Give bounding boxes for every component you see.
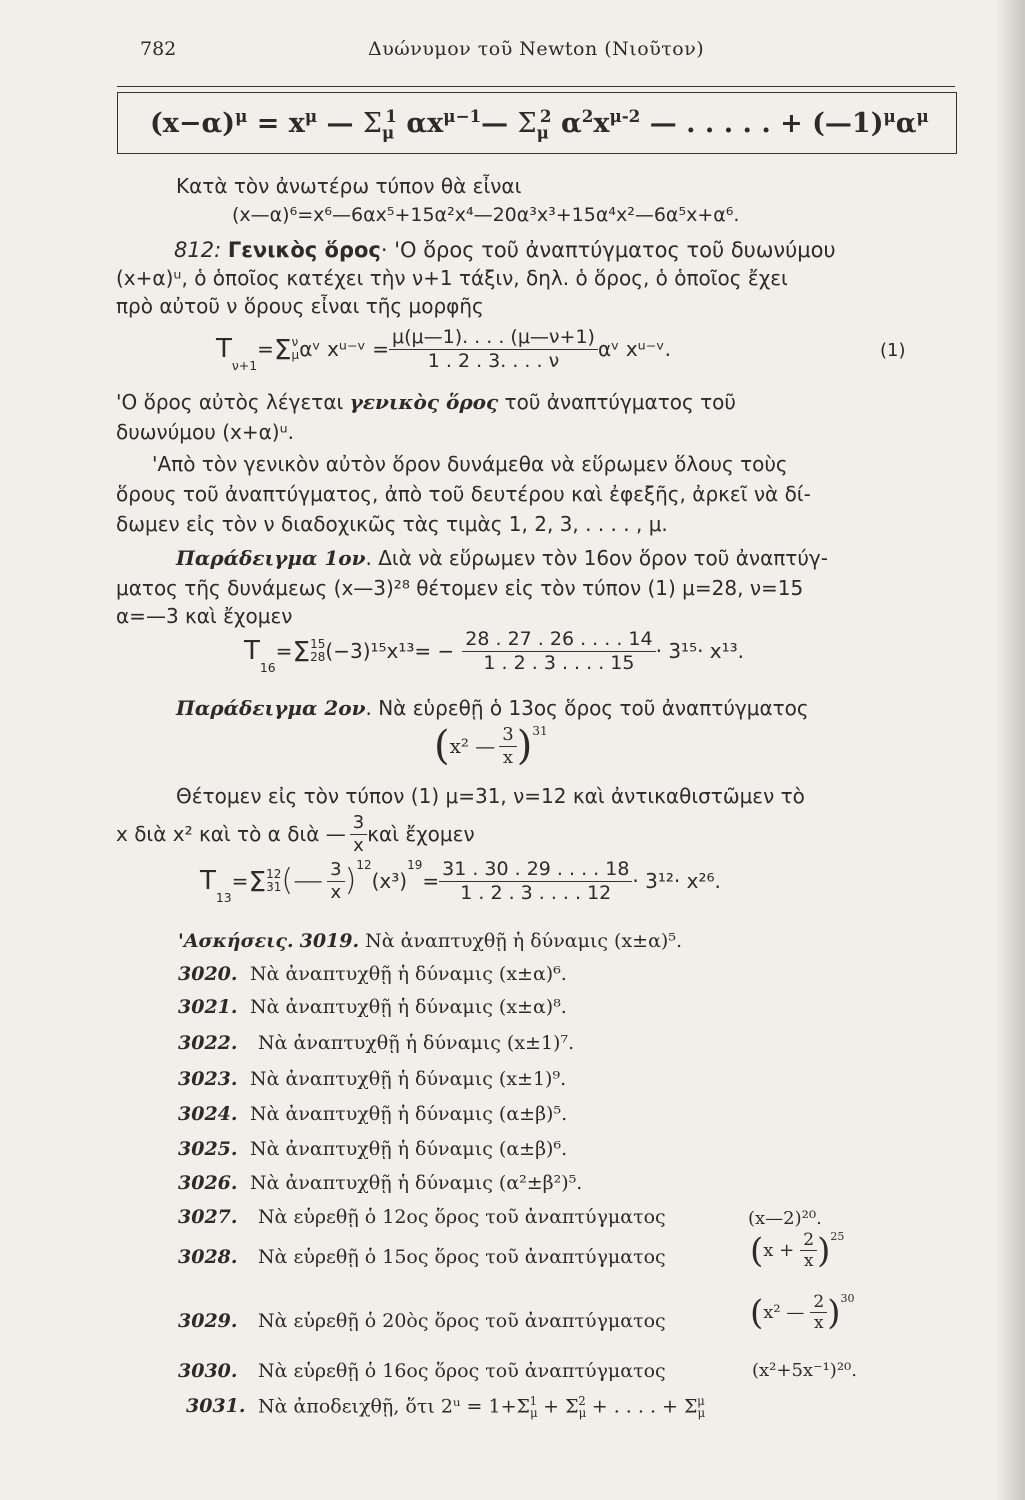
general-term-line1: 'Ο ὅρος αὐτὸς λέγεται γενικὸς ὅρος τοῦ ἀναπτύγματος τοῦ (116, 390, 736, 414)
page-number: 782 (140, 38, 177, 60)
exercise-3019: 'Ασκήσεις. 3019. Νὰ ἀναπτυχθῇ ἡ δύναμις (x±α)⁵. (178, 930, 683, 952)
example1-line3: α=—3 καὶ ἔχομεν (116, 604, 293, 628)
exercise-3028-expr: ( x + $\frac{2}{x}$ ) $^{25}$ (750, 1230, 845, 1272)
exercise-3021: 3021. Νὰ ἀναπτυχθῇ ἡ δύναμις (x±α)⁸. (178, 996, 567, 1018)
exercise-3030: 3030. Νὰ εὑρεθῇ ὁ 16ος ὅρος τοῦ ἀναπτύγματος (178, 1360, 666, 1382)
para-find-line2: ὅρους τοῦ ἀναπτύγματος, ἀπὸ τοῦ δευτέρου καὶ ἐφεξῆς, ἀρκεῖ νὰ δί- (116, 482, 811, 506)
exercise-3020: 3020. Νὰ ἀναπτυχθῇ ἡ δύναμις (x±α)⁶. (178, 963, 567, 985)
running-title: Δυώνυμον τοῦ Newton (Νιοῦτον) (368, 38, 705, 60)
example2-expression: ( x² — $\frac{3}{x}$ ) $^{31}$ (434, 723, 548, 770)
section-812-line1: 812: Γενικὸς ὅρος· 'Ο ὅρος τοῦ ἀναπτύγματος τοῦ δυωνύμου (174, 238, 836, 262)
exercise-3027-expr: (x—2)²⁰. (748, 1208, 822, 1229)
exercise-3028: 3028. Νὰ εὑρεθῇ ὁ 15ος ὅρος τοῦ ἀναπτύγματος (178, 1246, 666, 1268)
example2-line-a: Θέτομεν εἰς τὸν τύπον (1) μ=31, ν=12 καὶ ἀντικαθιστῶμεν τὸ (176, 784, 805, 808)
intro-line: Κατὰ τὸν ἀνωτέρω τύπον θὰ εἶναι (176, 174, 522, 198)
exercise-3031: 3031. Νὰ ἀποδειχθῇ, ὅτι 2ᵘ = $1+\Sigma_\mu^1 + \Sigma_\mu^2$ + . . . . + $\Sigma_\mu^\mu$ (186, 1394, 706, 1421)
section-812-line2: (x+α)ᵘ, ὁ ὁποῖος κατέχει τὴν ν+1 τάξιν, δηλ. ὁ ὅρος, ὁ ὁποῖος ἔχει (116, 266, 788, 290)
example1-line1: Παράδειγμα 1ον. Διὰ νὰ εὕρωμεν τὸν 16ον ὅρον τοῦ ἀναπτύγ- (176, 546, 828, 570)
formula-box-top-rule (117, 86, 955, 87)
exercise-3026: 3026. Νὰ ἀναπτυχθῇ ἡ δύναμις (α²±β²)⁵. (178, 1172, 583, 1194)
example2-line1: Παράδειγμα 2ον. Νὰ εὑρεθῇ ὁ 13ος ὅρος τοῦ ἀναπτύγματος (176, 696, 809, 720)
example1-line2: ματος τῆς δυνάμεως (x—3)²⁸ θέτομεν εἰς τὸν τύπον (1) μ=28, ν=15 (116, 576, 804, 600)
exercise-3023: 3023. Νὰ ἀναπτυχθῇ ἡ δύναμις (x±1)⁹. (178, 1068, 567, 1090)
page-edge-shadow (995, 0, 1025, 1500)
equation-label-1: (1) (880, 340, 906, 361)
para-find-line1: 'Απὸ τὸν γενικὸν αὐτὸν ὅρον δυνάμεθα νὰ εὕρωμεν ὅλους τοὺς (152, 452, 788, 476)
exercise-3027: 3027. Νὰ εὑρεθῇ ὁ 12ος ὅρος τοῦ ἀναπτύγματος (178, 1206, 666, 1228)
intro-expansion: (x—α)⁶=x⁶—6αx⁵+15α²x⁴—20α³x³+15α⁴x²—6α⁵x+α⁶. (232, 204, 740, 226)
exercise-3022: 3022. Νὰ ἀναπτυχθῇ ἡ δύναμις (x±1)⁷. (178, 1032, 575, 1054)
exercise-3030-expr: (x²+5x⁻¹)²⁰. (752, 1360, 857, 1381)
example1-formula: T $_{16}$ = Σ 15 28 (−3)¹⁵x¹³= − $\frac{28 . 27 . 26 . . . . 14}{1 . 2 . 3 . . . . 15}$ · 3¹⁵· x¹³. (244, 628, 745, 675)
example2-formula: T $_{13}$ = Σ 12 31 (— $\frac{3}{x}$ ) $^{12}$ (x³) $^{19}$ = $\frac{31 . 30 . 29 . . . . 18}{1 . 2 . 3 . . . . 12}$ · 3¹²· x²⁶. (200, 858, 721, 905)
exercise-3029: 3029. Νὰ εὑρεθῇ ὁ 20ὸς ὅρος τοῦ ἀναπτύγματος (178, 1310, 666, 1332)
general-term-line2: δυωνύμου (x+α)ᵘ. (116, 420, 295, 444)
exercise-3024: 3024. Νὰ ἀναπτυχθῇ ἡ δύναμις (α±β)⁵. (178, 1103, 568, 1125)
section-812-line3: πρὸ αὐτοῦ ν ὅρους εἶναι τῆς μορφῆς (116, 294, 484, 318)
exercise-3025: 3025. Νὰ ἀναπτυχθῇ ἡ δύναμις (α±β)⁶. (178, 1138, 568, 1160)
example2-line-b: x διὰ x² καὶ τὸ α διὰ — $\frac{3}{x}$ καὶ ἔχομεν (116, 812, 475, 856)
boxed-binomial-formula: $(x-\alpha)^\mu = x^\mu$ — $\Sigma_\mu^1$ $\alpha x^{\mu-1}—$ $\Sigma_\mu^2$ $\alpha^2x^{\mu-2}$ — . . . . . + $(—1)^\mu\alpha^\mu$ (150, 106, 929, 143)
para-find-line3: δωμεν εἰς τὸν ν διαδοχικῶς τὰς τιμὰς 1, 2, 3, . . . . , μ. (116, 512, 668, 536)
general-term-formula: T $_{\nu+1}$ = Σ ν μ αᵛ xᵘ⁻ᵛ = $\frac{\mu(\mu—1). . . . (\mu—\nu+1)}{1 . 2 . 3. . . . \nu}$ αᵛ xᵘ⁻ᵛ. (216, 326, 672, 373)
exercise-3029-expr: ( x² — $\frac{2}{x}$ ) $^{30}$ (750, 1292, 855, 1334)
